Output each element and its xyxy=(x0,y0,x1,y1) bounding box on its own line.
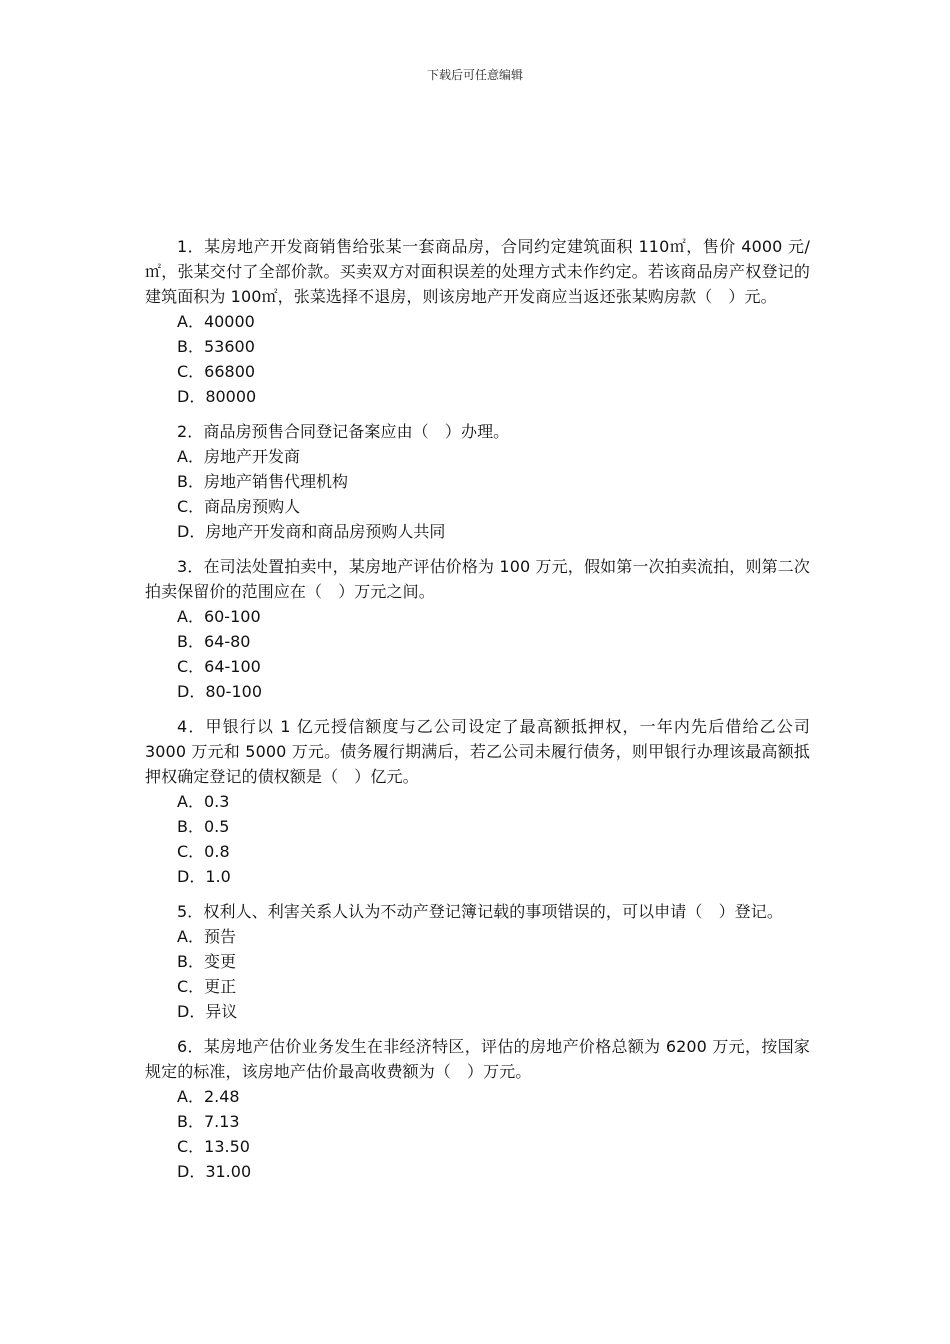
option-b: B．变更 xyxy=(177,952,236,971)
option-b: B．53600 xyxy=(177,337,255,356)
option-a: A．预告 xyxy=(177,927,236,946)
option-list xyxy=(145,789,810,889)
question-3 xyxy=(145,554,810,704)
option-list xyxy=(145,444,810,544)
option-c: C．64-100 xyxy=(177,657,261,676)
option-d: D．80000 xyxy=(177,387,257,406)
option-list xyxy=(145,1084,810,1184)
question-4 xyxy=(145,714,810,889)
option-b: B．7.13 xyxy=(177,1112,240,1131)
option-c: C．商品房预购人 xyxy=(177,497,301,516)
option-list xyxy=(145,604,810,704)
question-6 xyxy=(145,1034,810,1184)
question-list xyxy=(145,234,810,1194)
option-c: C．13.50 xyxy=(177,1137,250,1156)
question-2 xyxy=(145,419,810,544)
option-b: B．64-80 xyxy=(177,632,251,651)
option-d: D．1.0 xyxy=(177,867,231,886)
option-c: C．66800 xyxy=(177,362,256,381)
option-a: A．60-100 xyxy=(177,607,261,626)
option-a: A．0.3 xyxy=(177,792,230,811)
question-stem: 3．在司法处置拍卖中，某房地产评估价格为 100 万元，假如第一次拍卖流拍，则第二次拍卖保留价的范围应在（ ）万元之间。 xyxy=(145,557,810,601)
question-stem: 6．某房地产估价业务发生在非经济特区，评估的房地产价格总额为 6200 万元，按国家规定的标准，该房地产估价最高收费额为（ ）万元。 xyxy=(145,1037,810,1081)
option-d: D．80-100 xyxy=(177,682,262,701)
option-list xyxy=(145,924,810,1024)
header-note: 下载后可任意编辑 xyxy=(426,68,523,82)
question-5 xyxy=(145,899,810,1024)
option-c: C．0.8 xyxy=(177,842,230,861)
question-1 xyxy=(145,234,810,409)
option-c: C．更正 xyxy=(177,977,237,996)
option-a: A．房地产开发商 xyxy=(177,447,300,466)
option-b: B．0.5 xyxy=(177,817,230,836)
option-list xyxy=(145,309,810,409)
option-a: A．40000 xyxy=(177,312,255,331)
option-d: D．31.00 xyxy=(177,1162,252,1181)
question-stem: 4．甲银行以 1 亿元授信额度与乙公司设定了最高额抵押权，一年内先后借给乙公司 3000 万元和 5000 万元。债务履行期满后，若乙公司未履行债务，则甲银行办理该最高额抵押权确定登记的债权额是（ ）亿元。 xyxy=(145,717,810,786)
question-stem: 2．商品房预售合同登记备案应由（ ）办理。 xyxy=(177,422,510,441)
option-d: D．异议 xyxy=(177,1002,238,1021)
option-d: D．房地产开发商和商品房预购人共同 xyxy=(177,522,446,541)
option-b: B．房地产销售代理机构 xyxy=(177,472,348,491)
question-stem: 1．某房地产开发商销售给张某一套商品房，合同约定建筑面积 110㎡，售价 4000 元/㎡，张某交付了全部价款。买卖双方对面积误差的处理方式未作约定。若该商品房产权登记的建筑面积为 100㎡，张菜选择不退房，则该房地产开发商应当返还张某购房款（ ）元。 xyxy=(145,237,810,306)
option-a: A．2.48 xyxy=(177,1087,240,1106)
question-stem: 5．权利人、利害关系人认为不动产登记簿记载的事项错误的，可以申请（ ）登记。 xyxy=(177,902,783,921)
